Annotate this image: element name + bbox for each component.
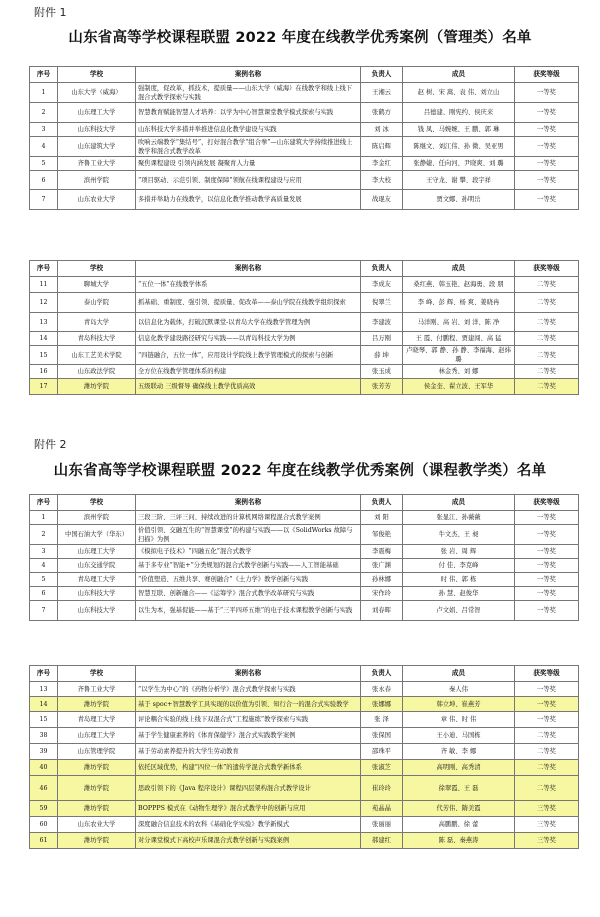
cell-case-name: 基于劳动素养提升的大学生劳动教育 (136, 744, 361, 760)
cell-award-level: 一等奖 (515, 190, 579, 210)
cell-award-level: 二等奖 (515, 332, 579, 346)
header-school: 学校 (58, 67, 136, 83)
cell-row-index: 1 (30, 83, 58, 103)
cell-members: 牛文杰、王 昶 (403, 525, 515, 545)
table-row (30, 712, 579, 728)
header-members: 成员 (403, 495, 515, 511)
cell-award-level: 二等奖 (515, 365, 579, 379)
cell-case-name: 以生为本，强基促能——基于“三平四环五维”的电子技术课程教学创新与实践 (136, 601, 361, 621)
cell-award-level: 一等奖 (515, 559, 579, 573)
cell-members: 张 岩、周 辉 (403, 545, 515, 559)
cell-leader: 张丽丽 (361, 817, 403, 833)
cell-case-name: 价值引领、交融互生的“智慧课堂”的构建与实践——以《SolidWorks 故障与扫描》为例 (136, 525, 361, 545)
cell-row-index: 7 (30, 190, 58, 210)
cell-leader: 刘春晖 (361, 601, 403, 621)
cell-award-level: 一等奖 (515, 601, 579, 621)
table-header-row (30, 666, 579, 682)
cell-leader: 张永春 (361, 682, 403, 697)
cell-members: 王 霞、付鹏程、贾建闯、高 猛 (403, 332, 515, 346)
cell-leader: 李成友 (361, 277, 403, 293)
table-management-second (29, 260, 579, 395)
cell-school: 山东科技大学 (58, 123, 136, 137)
cell-award-level: 二等奖 (515, 728, 579, 744)
header-leader: 负责人 (361, 495, 403, 511)
cell-award-level: 三等奖 (515, 833, 579, 849)
cell-leader: 李建波 (361, 313, 403, 332)
cell-school: 青岛大学 (58, 313, 136, 332)
table-row (30, 190, 579, 210)
cell-leader: 张 泽 (361, 712, 403, 728)
header-leader: 负责人 (361, 67, 403, 83)
cell-school: 山东农业大学 (58, 190, 136, 210)
table-header-row (30, 495, 579, 511)
cell-case-name: 抓基础、重制度、强引领、提质量、促改革——泰山学院在线教学组织探索 (136, 293, 361, 313)
cell-school: 山东科技大学 (58, 601, 136, 621)
table-row (30, 573, 579, 587)
cell-leader: 张广渊 (361, 559, 403, 573)
cell-row-index: 39 (30, 744, 58, 760)
header-award-level: 获奖等级 (515, 666, 579, 682)
cell-leader: 邹俊艳 (361, 525, 403, 545)
cell-case-name: 山东科技大学多措并举推进信息化教学建设与实践 (136, 123, 361, 137)
header-case-name: 案例名称 (136, 261, 361, 277)
cell-leader: 陈启辉 (361, 137, 403, 157)
cell-row-index: 16 (30, 365, 58, 379)
cell-school: 潍坊学院 (58, 379, 136, 395)
attachment-1-title: 山东省高等学校课程联盟 2022 年度在线教学优秀案例（管理类）名单 (68, 30, 532, 46)
cell-leader: 张娜娜 (361, 697, 403, 712)
table-course-second (29, 665, 579, 849)
table-row (30, 313, 579, 332)
table-row (30, 760, 579, 776)
cell-award-level: 二等奖 (515, 776, 579, 801)
table-management-first (29, 66, 579, 210)
cell-leader: 张玉成 (361, 365, 403, 379)
cell-leader: 张淑芝 (361, 760, 403, 776)
cell-award-level: 一等奖 (515, 525, 579, 545)
header-case-name: 案例名称 (136, 666, 361, 682)
cell-leader: 邵珠平 (361, 744, 403, 760)
cell-case-name: 多措并举助力在线教学，以信息化教学推动教学高质量发展 (136, 190, 361, 210)
cell-case-name: “四链融合，五位一体”，应用设计学院线上教学管理模式的探索与创新 (136, 346, 361, 365)
cell-members: 孙 慧、赵俊华 (403, 587, 515, 601)
cell-award-level: 一等奖 (515, 103, 579, 123)
cell-row-index: 46 (30, 776, 58, 801)
cell-case-name: 基于学生健康素养的《体育保健学》混合式实践教学案例 (136, 728, 361, 744)
cell-award-level: 一等奖 (515, 83, 579, 103)
cell-case-name: 基于 spoc+智慧教学工具实现的以价值为引领、知行合一的混合式实验教学 (136, 697, 361, 712)
cell-school: 山东建筑大学 (58, 137, 136, 157)
cell-row-index: 13 (30, 682, 58, 697)
cell-school: 山东交通学院 (58, 559, 136, 573)
cell-members: 秦人伟 (403, 682, 515, 697)
cell-members: 赵 树、宋 嵩、袁 伟、刘立山 (403, 83, 515, 103)
attachment-2-title: 山东省高等学校课程联盟 2022 年度在线教学优秀案例（课程教学类）名单 (53, 463, 547, 479)
cell-row-index: 14 (30, 332, 58, 346)
cell-row-index: 38 (30, 728, 58, 744)
cell-school: 聊城大学 (58, 277, 136, 293)
cell-award-level: 二等奖 (515, 744, 579, 760)
cell-row-index: 5 (30, 157, 58, 171)
cell-school: 中国石油大学（华东） (58, 525, 136, 545)
table-row (30, 833, 579, 849)
cell-row-index: 3 (30, 545, 58, 559)
cell-row-index: 1 (30, 511, 58, 525)
cell-award-level: 一等奖 (515, 137, 579, 157)
header-row-index: 序号 (30, 261, 58, 277)
cell-members: 桑红燕、韩玉艳、赵海勇、段 朋 (403, 277, 515, 293)
cell-case-name: 智慧互联、创新融合——《运筹学》混合式教学改革研究与实践 (136, 587, 361, 601)
cell-members: 韩立坤、崔燕芳 (403, 697, 515, 712)
table-row (30, 293, 579, 313)
cell-row-index: 13 (30, 313, 58, 332)
cell-award-level: 二等奖 (515, 313, 579, 332)
cell-school: 潍坊学院 (58, 697, 136, 712)
cell-school: 山东理工大学 (58, 545, 136, 559)
cell-school: 青岛理工大学 (58, 573, 136, 587)
cell-row-index: 61 (30, 833, 58, 849)
table-row (30, 379, 579, 395)
cell-award-level: 一等奖 (515, 573, 579, 587)
cell-members: 贾文娜、孙明岳 (403, 190, 515, 210)
cell-row-index: 14 (30, 697, 58, 712)
table-row (30, 103, 579, 123)
cell-leader: 刘 阳 (361, 511, 403, 525)
cell-case-name: 基于多专业“智能+”分类规划的混合式教学创新与实践——人工智能基础 (136, 559, 361, 573)
cell-leader: 苑晶晶 (361, 801, 403, 817)
table-row (30, 123, 579, 137)
cell-case-name: 强制度，促改革，抓技术，提质量——山东大学（威海）在线教学和线上线下混合式教学探索与实践 (136, 83, 361, 103)
cell-case-name: 聚焦课程建设 引领内涵发展 凝聚育人力量 (136, 157, 361, 171)
table-header-row (30, 67, 579, 83)
cell-members: 马洋刚、高 岩、刘 洋、陈 净 (403, 313, 515, 332)
cell-case-name: “五位一体”在线教学体系 (136, 277, 361, 293)
header-row-index: 序号 (30, 495, 58, 511)
cell-award-level: 一等奖 (515, 697, 579, 712)
cell-case-name: 《模拟电子技术》“四融五化”混合式教学 (136, 545, 361, 559)
cell-school: 潍坊学院 (58, 833, 136, 849)
cell-case-name: 对分课堂模式下高校声乐课混合式教学创新与实践案例 (136, 833, 361, 849)
table-row (30, 545, 579, 559)
cell-row-index: 4 (30, 559, 58, 573)
cell-case-name: 思政引领下的《Java 程序设计》课程四层架构混合式教学设计 (136, 776, 361, 801)
cell-award-level: 二等奖 (515, 293, 579, 313)
cell-members: 王小迪、马国栋 (403, 728, 515, 744)
header-award-level: 获奖等级 (515, 261, 579, 277)
header-row-index: 序号 (30, 666, 58, 682)
table-row (30, 511, 579, 525)
cell-members: 齐 敏、李 娜 (403, 744, 515, 760)
cell-members: 章 伟、时 伟 (403, 712, 515, 728)
cell-school: 潍坊学院 (58, 801, 136, 817)
cell-leader: 吕万刚 (361, 332, 403, 346)
header-award-level: 获奖等级 (515, 495, 579, 511)
cell-row-index: 2 (30, 103, 58, 123)
table-row (30, 365, 579, 379)
cell-members: 侯金奎、翟立波、王军华 (403, 379, 515, 395)
cell-award-level: 二等奖 (515, 760, 579, 776)
cell-members: 李 峰、彭 辉、杨 爽、姜晓冉 (403, 293, 515, 313)
header-case-name: 案例名称 (136, 67, 361, 83)
cell-leader: 战琨友 (361, 190, 403, 210)
cell-case-name: 智慧教育赋能智慧人才培养：以学为中心智慧课堂教学模式探索与实践 (136, 103, 361, 123)
cell-row-index: 7 (30, 601, 58, 621)
cell-members: 高鹏鹏、徐 蕾 (403, 817, 515, 833)
cell-case-name: 以信息化为载体，打破沉默课堂-以青岛大学在线教学管理为例 (136, 313, 361, 332)
cell-row-index: 3 (30, 123, 58, 137)
cell-members: 林金秀、刘 娜 (403, 365, 515, 379)
cell-award-level: 一等奖 (515, 123, 579, 137)
cell-row-index: 40 (30, 760, 58, 776)
cell-row-index: 15 (30, 346, 58, 365)
cell-award-level: 三等奖 (515, 817, 579, 833)
cell-members: 陈继文、刘江伟、孙 微、吴亚男 (403, 137, 515, 157)
cell-leader: 张芳芳 (361, 379, 403, 395)
cell-row-index: 11 (30, 277, 58, 293)
table-row (30, 776, 579, 801)
cell-members: 时 伟、郭 栋 (403, 573, 515, 587)
cell-award-level: 二等奖 (515, 277, 579, 293)
cell-case-name: 三段三阶、三评三问、持续改进的计算机网络课程混合式教学案例 (136, 511, 361, 525)
cell-school: 滨州学院 (58, 171, 136, 190)
header-members: 成员 (403, 666, 515, 682)
cell-award-level: 二等奖 (515, 346, 579, 365)
table-row (30, 697, 579, 712)
table-row (30, 817, 579, 833)
cell-row-index: 2 (30, 525, 58, 545)
cell-case-name: 吹响云端教学“集结号”，打好混合教学“组合拳”—山东建筑大学持续推进线上教学和混合式教学改革 (136, 137, 361, 157)
cell-members: 卢晓琴、郭 静、孙 静、李福海、赵炜璐 (403, 346, 515, 365)
cell-members: 张显江、孙薇薇 (403, 511, 515, 525)
cell-school: 山东农业大学 (58, 817, 136, 833)
cell-school: 山东大学（威海） (58, 83, 136, 103)
table-course-first (29, 494, 579, 621)
cell-row-index: 4 (30, 137, 58, 157)
cell-case-name: “价值塑造、五维共享、赛创融合”《土力学》教学创新与实践 (136, 573, 361, 587)
cell-leader: 崔玲玲 (361, 776, 403, 801)
cell-leader: 刘 冰 (361, 123, 403, 137)
cell-award-level: 一等奖 (515, 511, 579, 525)
cell-school: 齐鲁工业大学 (58, 682, 136, 697)
cell-members: 钱 凤、马婉婉、王 鹏、郭 琳 (403, 123, 515, 137)
cell-school: 滨州学院 (58, 511, 136, 525)
cell-school: 山东科技大学 (58, 587, 136, 601)
cell-case-name: 五级联动 三级督导 确保线上教学优质高效 (136, 379, 361, 395)
table-row (30, 332, 579, 346)
cell-case-name: BOPPPS 模式在《动物生理学》混合式教学中的创新与应用 (136, 801, 361, 817)
cell-award-level: 二等奖 (515, 379, 579, 395)
cell-members: 王守龙、谢 攀、段宇祥 (403, 171, 515, 190)
cell-row-index: 17 (30, 379, 58, 395)
cell-school: 山东管理学院 (58, 744, 136, 760)
cell-members: 徐翠霞、王 磊 (403, 776, 515, 801)
cell-leader: 薛 坤 (361, 346, 403, 365)
cell-members: 吕德建、刚宪约、侯庆来 (403, 103, 515, 123)
cell-award-level: 一等奖 (515, 587, 579, 601)
cell-leader: 王湘云 (361, 83, 403, 103)
cell-school: 山东理工大学 (58, 728, 136, 744)
header-school: 学校 (58, 495, 136, 511)
table-row (30, 682, 579, 697)
table-row (30, 137, 579, 157)
table-row (30, 559, 579, 573)
cell-leader: 李大校 (361, 171, 403, 190)
table-row (30, 525, 579, 545)
table-row (30, 157, 579, 171)
cell-award-level: 三等奖 (515, 801, 579, 817)
cell-school: 青岛科技大学 (58, 332, 136, 346)
cell-leader: 宋作玲 (361, 587, 403, 601)
table-row (30, 728, 579, 744)
cell-school: 山东理工大学 (58, 103, 136, 123)
header-row-index: 序号 (30, 67, 58, 83)
cell-case-name: “以学生为中心”的《药物分析学》混合式教学探索与实践 (136, 682, 361, 697)
table-row (30, 83, 579, 103)
cell-leader: 张鹤方 (361, 103, 403, 123)
cell-leader: 孙林娜 (361, 573, 403, 587)
cell-row-index: 6 (30, 171, 58, 190)
table-row (30, 601, 579, 621)
cell-school: 潍坊学院 (58, 776, 136, 801)
cell-case-name: “项目驱动、示范引领、制度保障”领航在线课程建设与应用 (136, 171, 361, 190)
cell-leader: 倪翠兰 (361, 293, 403, 313)
cell-row-index: 6 (30, 587, 58, 601)
cell-row-index: 15 (30, 712, 58, 728)
cell-members: 高明刚、高秀清 (403, 760, 515, 776)
header-members: 成员 (403, 261, 515, 277)
cell-case-name: 评论耦合实验的线上线下双混合式“工程施练”教学探索与实践 (136, 712, 361, 728)
cell-award-level: 一等奖 (515, 171, 579, 190)
header-school: 学校 (58, 261, 136, 277)
cell-members: 卢文娟、吕常智 (403, 601, 515, 621)
cell-case-name: 信息化教学建设路径研究与实践——以青岛科技大学为例 (136, 332, 361, 346)
attachment-2-label: 附件 2 (34, 438, 67, 451)
table-row (30, 277, 579, 293)
cell-case-name: 依托区域优势，构建“四位一体”的遗传学混合式教学新体系 (136, 760, 361, 776)
cell-leader: 李震梅 (361, 545, 403, 559)
header-award-level: 获奖等级 (515, 67, 579, 83)
cell-case-name: 深度融合信息技术的农科《基础化学实验》教学新模式 (136, 817, 361, 833)
cell-school: 泰山学院 (58, 293, 136, 313)
table-row (30, 801, 579, 817)
cell-members: 张静婕、任向河、尹晓爽、刘 璐 (403, 157, 515, 171)
cell-members: 付 佳、李克峰 (403, 559, 515, 573)
table-row (30, 744, 579, 760)
cell-school: 青岛理工大学 (58, 712, 136, 728)
table-row (30, 346, 579, 365)
cell-row-index: 60 (30, 817, 58, 833)
header-leader: 负责人 (361, 666, 403, 682)
header-leader: 负责人 (361, 261, 403, 277)
cell-leader: 李金红 (361, 157, 403, 171)
table-row (30, 171, 579, 190)
cell-award-level: 一等奖 (515, 545, 579, 559)
cell-school: 齐鲁工业大学 (58, 157, 136, 171)
cell-school: 山东工艺美术学院 (58, 346, 136, 365)
header-school: 学校 (58, 666, 136, 682)
header-case-name: 案例名称 (136, 495, 361, 511)
cell-award-level: 一等奖 (515, 682, 579, 697)
cell-row-index: 59 (30, 801, 58, 817)
table-header-row (30, 261, 579, 277)
table-row (30, 587, 579, 601)
cell-leader: 郝建红 (361, 833, 403, 849)
cell-award-level: 一等奖 (515, 712, 579, 728)
cell-members: 代芳伟、隋美霞 (403, 801, 515, 817)
cell-members: 陈 磊、秦燕涛 (403, 833, 515, 849)
cell-row-index: 5 (30, 573, 58, 587)
cell-leader: 张保国 (361, 728, 403, 744)
cell-school: 潍坊学院 (58, 760, 136, 776)
header-members: 成员 (403, 67, 515, 83)
cell-school: 山东政法学院 (58, 365, 136, 379)
attachment-1-label: 附件 1 (34, 6, 67, 19)
cell-case-name: 全方位在线教学管理体系的构建 (136, 365, 361, 379)
cell-award-level: 一等奖 (515, 157, 579, 171)
cell-row-index: 12 (30, 293, 58, 313)
